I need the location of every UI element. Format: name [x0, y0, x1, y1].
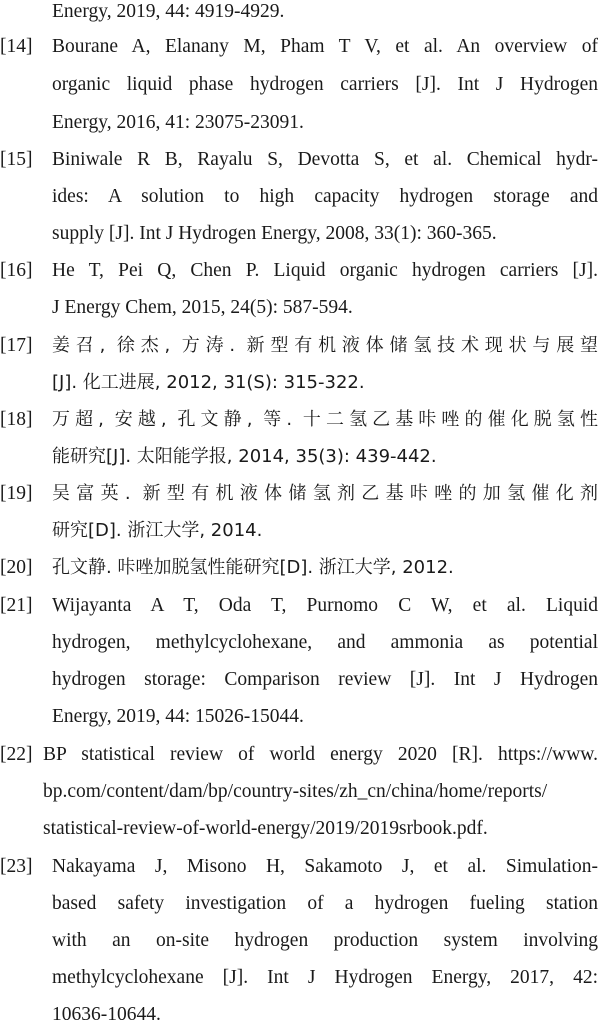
- reference-line: 能研究[J]. 太阳能学报, 2014, 35(3): 439-442.: [52, 446, 437, 467]
- reference-line: hydrogen, methylcyclohexane, and ammonia as potential: [52, 632, 598, 653]
- reference-number: [16]: [0, 260, 33, 281]
- reference-line: [J]. 化工进展, 2012, 31(S): 315-322.: [52, 372, 365, 393]
- reference-number: [14]: [0, 36, 33, 57]
- reference-number: [22]: [0, 744, 33, 765]
- reference-line: methylcyclohexane [J]. Int J Hydrogen Energy, 2017, 42:: [52, 967, 598, 988]
- reference-number: [17]: [0, 335, 33, 356]
- reference-line: 孔文静. 咔唑加脱氢性能研究[D]. 浙江大学, 2012.: [52, 557, 454, 578]
- reference-line: BP statistical review of world energy 2020 [R]. https://www.: [43, 744, 598, 765]
- reference-line: ides: A solution to high capacity hydrogen storage and: [52, 186, 598, 207]
- reference-line: J Energy Chem, 2015, 24(5): 587-594.: [52, 297, 353, 318]
- reference-line: 10636-10644.: [52, 1004, 161, 1025]
- reference-number: [15]: [0, 149, 33, 170]
- reference-line: 吴富英. 新型有机液体储氢剂乙基咔唑的加氢催化剂: [52, 483, 598, 504]
- reference-line: 姜召, 徐杰, 方涛. 新型有机液体储氢技术现状与展望: [52, 335, 598, 356]
- reference-line: organic liquid phase hydrogen carriers [J]. Int J Hydrogen: [52, 74, 598, 95]
- reference-line: 万超, 安越, 孔文静, 等. 十二氢乙基咔唑的催化脱氢性: [52, 409, 598, 430]
- reference-line: Energy, 2019, 44: 15026-15044.: [52, 706, 304, 727]
- reference-line: Biniwale R B, Rayalu S, Devotta S, et al. Chemical hydr-: [52, 149, 598, 170]
- reference-line: Wijayanta A T, Oda T, Purnomo C W, et al. Liquid: [52, 595, 598, 616]
- reference-line: bp.com/content/dam/bp/country-sites/zh_cn/china/home/reports/: [43, 781, 548, 802]
- reference-line: 研究[D]. 浙江大学, 2014.: [52, 520, 263, 541]
- reference-line: Nakayama J, Misono H, Sakamoto J, et al. Simulation-: [52, 856, 598, 877]
- reference-line: Bourane A, Elanany M, Pham T V, et al. An overview of: [52, 36, 598, 57]
- reference-line: supply [J]. Int J Hydrogen Energy, 2008, 33(1): 360-365.: [52, 223, 497, 244]
- reference-line: He T, Pei Q, Chen P. Liquid organic hydrogen carriers [J].: [52, 260, 598, 281]
- reference-line: with an on-site hydrogen production system involving: [52, 930, 598, 951]
- reference-number: [21]: [0, 595, 33, 616]
- reference-line: Energy, 2016, 41: 23075-23091.: [52, 112, 304, 133]
- reference-line: based safety investigation of a hydrogen fueling station: [52, 893, 598, 914]
- reference-number: [19]: [0, 483, 33, 504]
- reference-line: Energy, 2019, 44: 4919-4929.: [52, 1, 285, 22]
- reference-number: [20]: [0, 557, 33, 578]
- reference-number: [23]: [0, 856, 33, 877]
- reference-number: [18]: [0, 409, 33, 430]
- reference-line: statistical-review-of-world-energy/2019/2019srbook.pdf.: [43, 818, 488, 839]
- reference-line: hydrogen storage: Comparison review [J]. Int J Hydrogen: [52, 669, 598, 690]
